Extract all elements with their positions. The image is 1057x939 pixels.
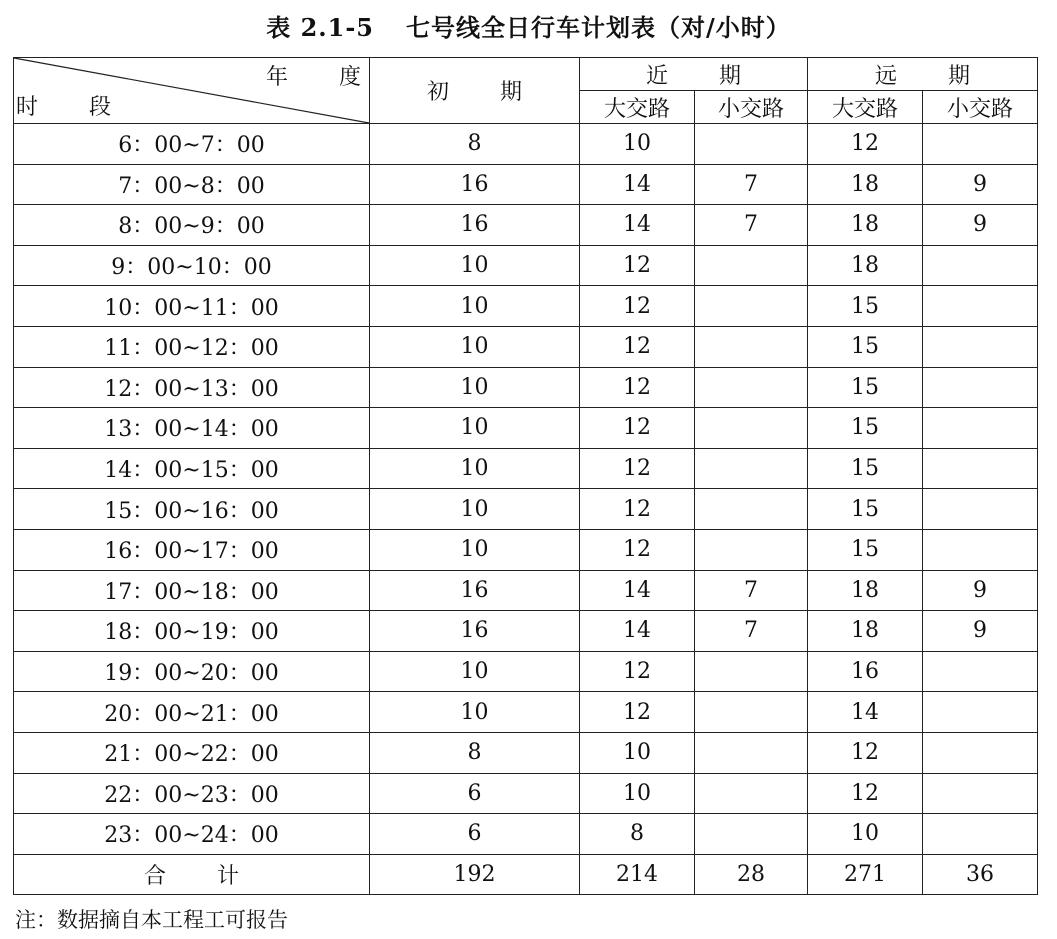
initial-cell: 6 xyxy=(370,814,580,855)
far-big-cell: 15 xyxy=(808,529,923,570)
near-small-cell xyxy=(695,245,808,286)
far-small-cell xyxy=(923,286,1038,327)
table-row xyxy=(14,529,1038,570)
table-row xyxy=(14,205,1038,246)
near-big-cell: 14 xyxy=(580,164,695,205)
far-big-cell: 18 xyxy=(808,611,923,652)
near-big-cell: 12 xyxy=(580,489,695,530)
table-row xyxy=(14,773,1038,814)
far-big-cell: 12 xyxy=(808,124,923,165)
time-cell: 21：00~22：00 xyxy=(14,732,370,773)
year-header: 年 度 xyxy=(266,65,383,90)
initial-cell: 16 xyxy=(370,205,580,246)
table-row xyxy=(14,367,1038,408)
far-small-cell xyxy=(923,367,1038,408)
far-small-cell xyxy=(923,326,1038,367)
time-cell: 17：00~18：00 xyxy=(14,570,370,611)
initial-cell: 10 xyxy=(370,408,580,449)
time-cell: 23：00~24：00 xyxy=(14,814,370,855)
diagonal-header-cell xyxy=(14,58,383,124)
near-big-route-header: 大交路 xyxy=(580,91,695,124)
near-big-cell: 12 xyxy=(580,692,695,733)
near-small-cell xyxy=(695,326,808,367)
time-cell: 13：00~14：00 xyxy=(14,408,370,449)
near-small-cell xyxy=(695,286,808,327)
far-big-cell: 12 xyxy=(808,773,923,814)
table-row xyxy=(14,611,1038,652)
near-small-cell xyxy=(695,408,808,449)
far-small-cell: 9 xyxy=(923,570,1038,611)
initial-cell: 10 xyxy=(370,529,580,570)
table-row xyxy=(14,124,1038,165)
table-row xyxy=(14,326,1038,367)
initial-cell: 16 xyxy=(370,611,580,652)
table-row xyxy=(14,286,1038,327)
near-small-route-header: 小交路 xyxy=(695,91,808,124)
far-small-route-header: 小交路 xyxy=(923,91,1038,124)
near-small-cell: 7 xyxy=(695,611,808,652)
initial-cell: 10 xyxy=(370,489,580,530)
far-big-cell: 10 xyxy=(808,814,923,855)
near-big-cell: 12 xyxy=(580,286,695,327)
near-big-cell: 10 xyxy=(580,124,695,165)
far-small-cell xyxy=(923,732,1038,773)
near-small-cell xyxy=(695,367,808,408)
near-small-cell xyxy=(695,773,808,814)
near-small-cell xyxy=(695,448,808,489)
far-big-cell: 15 xyxy=(808,408,923,449)
table-row xyxy=(14,651,1038,692)
near-small-cell xyxy=(695,529,808,570)
near-big-cell: 14 xyxy=(580,570,695,611)
time-cell: 12：00~13：00 xyxy=(14,367,370,408)
table-row xyxy=(14,408,1038,449)
far-small-cell xyxy=(923,773,1038,814)
time-cell: 14：00~15：00 xyxy=(14,448,370,489)
near-big-cell: 12 xyxy=(580,245,695,286)
time-cell: 11：00~12：00 xyxy=(14,326,370,367)
table-caption: 七号线全日行车计划表（对/小时） xyxy=(406,13,791,42)
near-small-cell xyxy=(695,489,808,530)
initial-cell: 10 xyxy=(370,245,580,286)
table-row xyxy=(14,732,1038,773)
near-small-cell xyxy=(695,651,808,692)
initial-cell: 10 xyxy=(370,286,580,327)
far-small-cell xyxy=(923,448,1038,489)
time-cell: 10：00~11：00 xyxy=(14,286,370,327)
far-big-cell: 12 xyxy=(808,732,923,773)
initial-cell: 10 xyxy=(370,367,580,408)
near-big-cell: 12 xyxy=(580,326,695,367)
far-small-cell: 9 xyxy=(923,611,1038,652)
table-title xyxy=(0,8,1057,43)
far-big-cell: 18 xyxy=(808,164,923,205)
initial-cell: 10 xyxy=(370,448,580,489)
far-small-cell: 9 xyxy=(923,164,1038,205)
far-big-cell: 15 xyxy=(808,448,923,489)
initial-cell: 16 xyxy=(370,164,580,205)
initial-cell: 8 xyxy=(370,732,580,773)
near-big-cell: 12 xyxy=(580,529,695,570)
table-row xyxy=(14,164,1038,205)
near-big-cell: 8 xyxy=(580,814,695,855)
far-big-cell: 14 xyxy=(808,692,923,733)
far-big-cell: 16 xyxy=(808,651,923,692)
table-row xyxy=(14,570,1038,611)
table-row xyxy=(14,814,1038,855)
train-schedule-table xyxy=(13,57,1038,895)
far-big-cell: 18 xyxy=(808,245,923,286)
time-cell: 19：00~20：00 xyxy=(14,651,370,692)
far-big-cell: 15 xyxy=(808,326,923,367)
time-cell: 18：00~19：00 xyxy=(14,611,370,652)
near-small-cell xyxy=(695,692,808,733)
initial-cell: 10 xyxy=(370,651,580,692)
far-small-cell: 9 xyxy=(923,205,1038,246)
far-big-cell: 18 xyxy=(808,205,923,246)
time-cell: 7：00~8：00 xyxy=(14,164,370,205)
table-row xyxy=(14,448,1038,489)
near-big-cell: 10 xyxy=(580,773,695,814)
far-small-cell xyxy=(923,408,1038,449)
far-big-route-header: 大交路 xyxy=(808,91,923,124)
near-big-cell: 14 xyxy=(580,611,695,652)
total-near-big-cell: 214 xyxy=(580,854,695,895)
near-small-cell xyxy=(695,814,808,855)
far-term-header: 远 期 xyxy=(808,58,1038,91)
table-number: 表 2.1-5 xyxy=(266,13,374,42)
near-small-cell: 7 xyxy=(695,164,808,205)
near-big-cell: 12 xyxy=(580,408,695,449)
total-row xyxy=(14,854,1038,895)
near-big-cell: 12 xyxy=(580,367,695,408)
time-cell: 22：00~23：00 xyxy=(14,773,370,814)
time-cell: 8：00~9：00 xyxy=(14,205,370,246)
initial-cell: 6 xyxy=(370,773,580,814)
far-big-cell: 15 xyxy=(808,286,923,327)
near-big-cell: 10 xyxy=(580,732,695,773)
far-big-cell: 18 xyxy=(808,570,923,611)
source-note: 注：数据摘自本工程工可报告 xyxy=(15,908,288,932)
near-big-cell: 12 xyxy=(580,448,695,489)
table-row xyxy=(14,489,1038,530)
far-big-cell: 15 xyxy=(808,489,923,530)
near-small-cell xyxy=(695,124,808,165)
initial-cell: 8 xyxy=(370,124,580,165)
far-small-cell xyxy=(923,124,1038,165)
table-row xyxy=(14,245,1038,286)
near-term-header: 近 期 xyxy=(580,58,808,91)
time-cell: 6：00~7：00 xyxy=(14,124,370,165)
far-small-cell xyxy=(923,245,1038,286)
near-small-cell xyxy=(695,732,808,773)
total-label-cell: 合 计 xyxy=(14,854,370,895)
initial-header: 初 期 xyxy=(370,58,580,124)
time-cell: 20：00~21：00 xyxy=(14,692,370,733)
initial-cell: 10 xyxy=(370,692,580,733)
far-small-cell xyxy=(923,692,1038,733)
initial-cell: 10 xyxy=(370,326,580,367)
far-small-cell xyxy=(923,489,1038,530)
time-cell: 16：00~17：00 xyxy=(14,529,370,570)
table-row xyxy=(14,692,1038,733)
time-cell: 9：00~10：00 xyxy=(14,245,370,286)
near-big-cell: 14 xyxy=(580,205,695,246)
far-big-cell: 15 xyxy=(808,367,923,408)
total-far-small-cell: 36 xyxy=(923,854,1038,895)
far-small-cell xyxy=(923,651,1038,692)
near-big-cell: 12 xyxy=(580,651,695,692)
total-near-small-cell: 28 xyxy=(695,854,808,895)
near-small-cell: 7 xyxy=(695,570,808,611)
total-far-big-cell: 271 xyxy=(808,854,923,895)
far-small-cell xyxy=(923,814,1038,855)
far-small-cell xyxy=(923,529,1038,570)
initial-cell: 16 xyxy=(370,570,580,611)
period-header: 时 段 xyxy=(16,95,133,120)
total-initial-cell: 192 xyxy=(370,854,580,895)
time-cell: 15：00~16：00 xyxy=(14,489,370,530)
near-small-cell: 7 xyxy=(695,205,808,246)
